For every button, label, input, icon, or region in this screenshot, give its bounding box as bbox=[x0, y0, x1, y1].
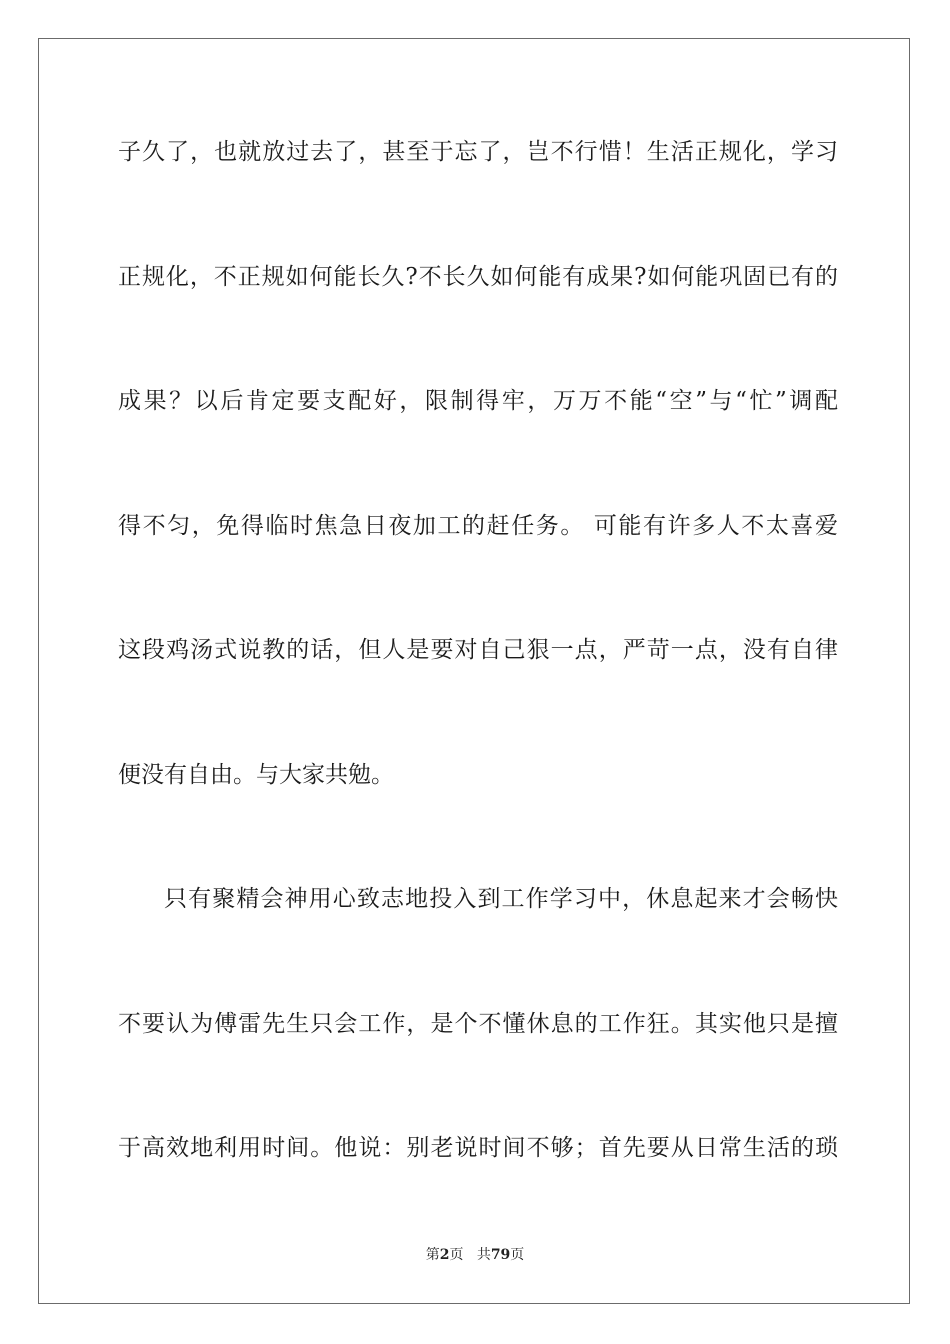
body-text-line-3: 成果？以后肯定要支配好，限制得牢，万万不能“空”与“忙”调配 bbox=[118, 388, 838, 414]
total-pages: 79 bbox=[490, 1247, 511, 1263]
page-number: 2 bbox=[439, 1247, 450, 1263]
page-suffix: 页 bbox=[449, 1247, 464, 1263]
page-prefix: 第 bbox=[425, 1247, 440, 1263]
body-text-line-4: 得不匀，免得临时焦急日夜加工的赶任务。 可能有许多人不太喜爱 bbox=[118, 513, 838, 539]
body-text-line-5: 这段鸡汤式说教的话，但人是要对自己狠一点，严苛一点，没有自律 bbox=[118, 637, 838, 663]
body-text-line-7: 只有聚精会神用心致志地投入到工作学习中，休息起来才会畅快 bbox=[164, 886, 838, 912]
body-text-line-2: 正规化，不正规如何能长久?不长久如何能有成果?如何能巩固已有的 bbox=[118, 264, 838, 290]
page-border bbox=[38, 38, 910, 1304]
body-text-line-9: 于高效地利用时间。他说：别老说时间不够；首先要从日常生活的琐 bbox=[118, 1135, 838, 1161]
body-text-line-1: 子久了，也就放过去了，甚至于忘了，岂不行惜！生活正规化，学习 bbox=[118, 139, 838, 165]
page-footer bbox=[0, 1246, 950, 1264]
total-suffix: 页 bbox=[510, 1247, 525, 1263]
body-text-line-8: 不要认为傅雷先生只会工作，是个不懂休息的工作狂。其实他只是擅 bbox=[118, 1011, 838, 1037]
body-text-line-6: 便没有自由。与大家共勉。 bbox=[118, 762, 394, 788]
total-prefix: 共 bbox=[476, 1247, 491, 1263]
